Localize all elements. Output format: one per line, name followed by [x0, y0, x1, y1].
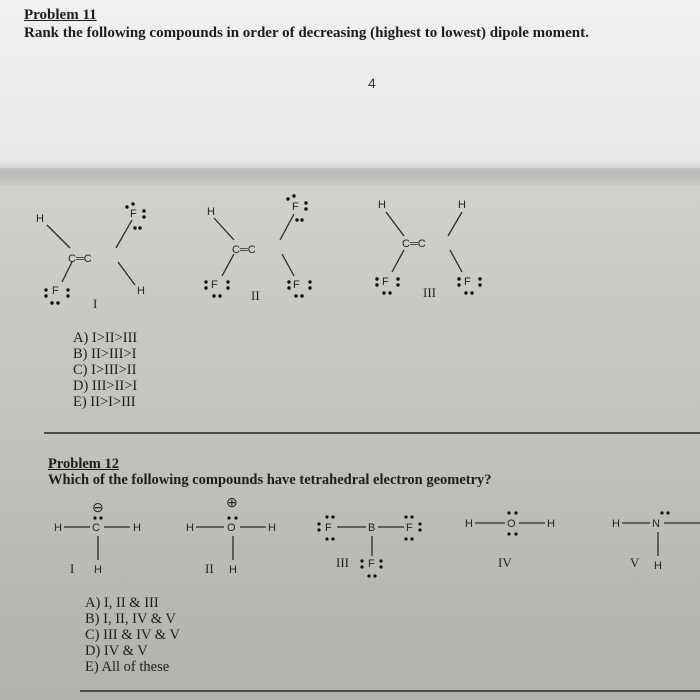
p11-choice-d: D) III>II>I: [73, 378, 138, 394]
molecule-label: V: [630, 555, 640, 570]
atom-F: F: [293, 279, 300, 291]
atom-H: H: [137, 285, 145, 297]
p11-choice-e: E) II>I>III: [73, 394, 136, 410]
molecule-label: II: [251, 288, 260, 303]
atom-H: H: [229, 564, 237, 576]
p12-choice-a: A) I, II & III: [85, 595, 159, 611]
molecule-label: III: [336, 555, 349, 570]
atom-O: O: [227, 522, 236, 534]
atom-H: H: [378, 199, 386, 211]
p11-choice-c: C) I>III>II: [73, 362, 137, 378]
molecule-12-I: [54, 499, 141, 576]
p12-choice-d: D) IV & V: [85, 643, 148, 659]
atom-H: H: [268, 522, 276, 534]
molecule-label: IV: [498, 555, 512, 570]
atom-H: H: [186, 522, 194, 534]
atom-H: H: [465, 518, 473, 530]
atom-C: C═C: [232, 244, 256, 256]
atom-H: H: [94, 564, 102, 576]
atom-B: B: [368, 522, 376, 534]
molecule-12-III: [317, 515, 421, 577]
atom-H: H: [207, 206, 215, 218]
atom-F: F: [52, 285, 59, 297]
atom-C: C: [92, 522, 100, 534]
atom-O: O: [507, 518, 516, 530]
atom-F: F: [382, 276, 389, 288]
molecule-12-IV: [465, 511, 555, 570]
atom-F: F: [211, 279, 218, 291]
molecule-label: I: [70, 561, 75, 576]
atom-F: F: [464, 276, 471, 288]
molecule-12-II: [186, 494, 276, 576]
molecule-label: III: [423, 285, 436, 300]
p11-choice-a: A) I>II>III: [73, 330, 138, 346]
atom-F: F: [368, 558, 375, 570]
problem-11-heading: Problem 11: [24, 7, 97, 23]
molecule-label: I: [93, 296, 98, 311]
plus-charge-icon: ⊕: [226, 494, 238, 510]
atom-H: H: [54, 522, 62, 534]
molecule-12-V: [612, 511, 700, 572]
atom-H: H: [133, 522, 141, 534]
atom-C: C═C: [402, 238, 426, 250]
atom-F: F: [406, 522, 413, 534]
p12-choice-b: B) I, II, IV & V: [85, 611, 176, 627]
bottom-divider: [80, 690, 700, 692]
atom-H: H: [612, 518, 620, 530]
p12-choice-c: C) III & IV & V: [85, 627, 180, 643]
problem-12-question: Which of the following compounds have tetrahedral electron geometry?: [48, 472, 492, 488]
atom-H: H: [547, 518, 555, 530]
atom-H: H: [36, 213, 44, 225]
page-number: 4: [368, 75, 376, 91]
atom-F: F: [325, 522, 332, 534]
atom-F: F: [292, 201, 299, 213]
problem-12-heading: Problem 12: [48, 456, 120, 472]
minus-charge-icon: ⊖: [92, 499, 104, 515]
atom-H: H: [458, 199, 466, 211]
p11-choice-b: B) II>III>I: [73, 346, 137, 362]
atom-F: F: [130, 208, 137, 220]
p12-choice-e: E) All of these: [85, 659, 170, 675]
atom-N: N: [652, 518, 660, 530]
atom-H: H: [654, 560, 662, 572]
problem-11-question: Rank the following compounds in order of decreasing (highest to lowest) dipole moment.: [24, 25, 589, 41]
molecule-label: II: [205, 561, 214, 576]
atom-C: C═C: [68, 253, 92, 265]
